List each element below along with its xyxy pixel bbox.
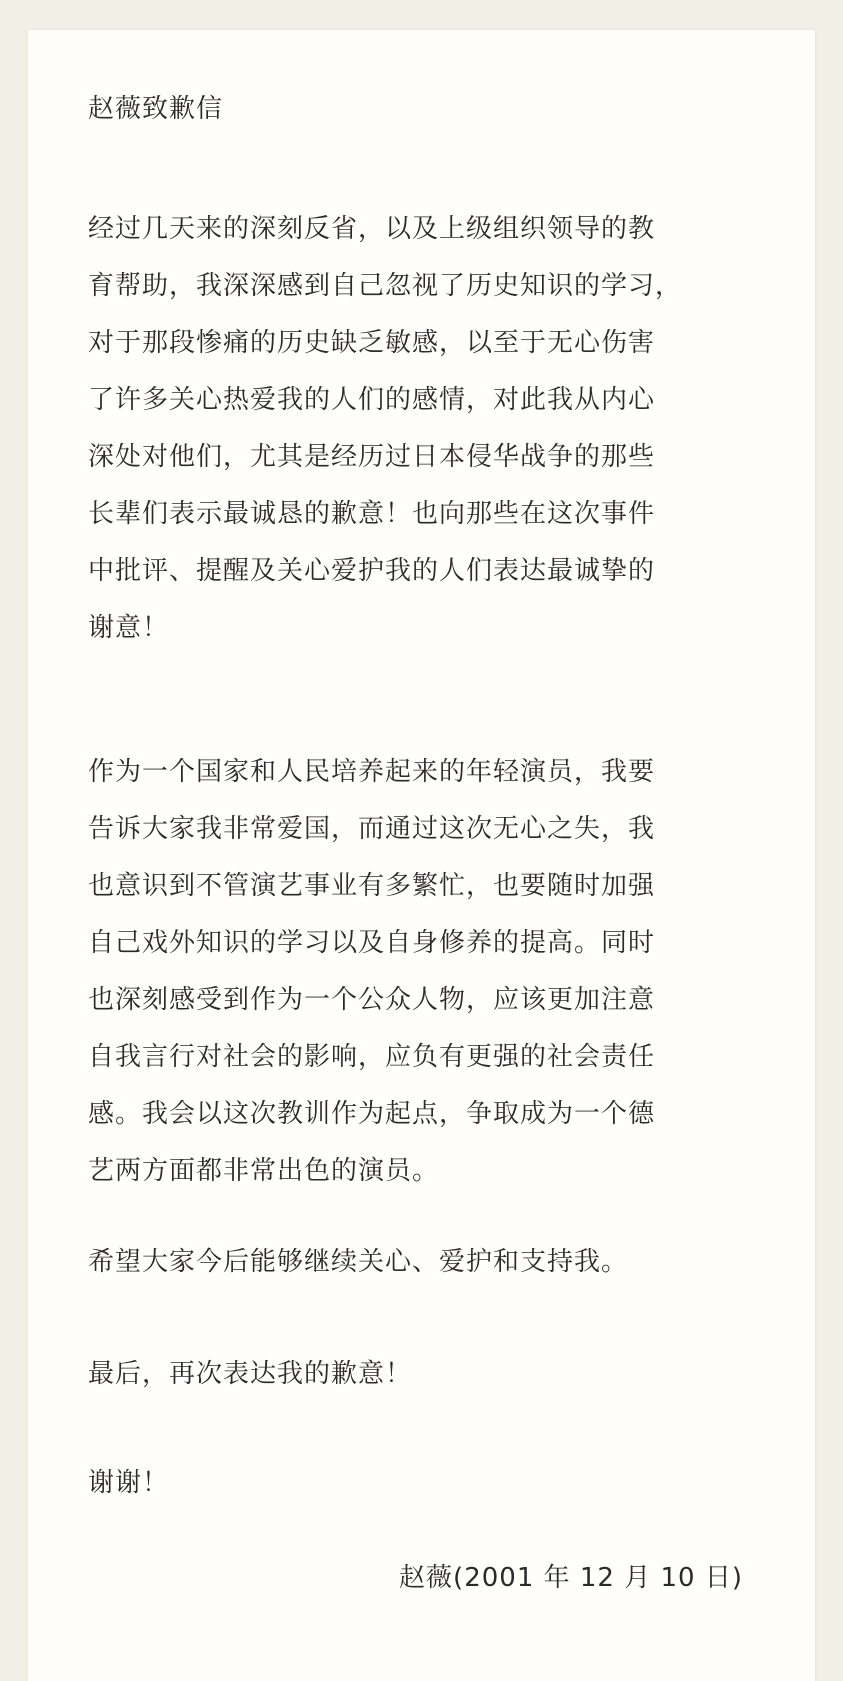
letter-page [28, 30, 815, 1681]
text-line: 长辈们表示最诚恳的歉意！也向那些在这次事件 [88, 499, 656, 529]
paragraph-hope: 希望大家今后能够继续关心、爱护和支持我。 [88, 1247, 629, 1277]
paragraph-commitment [88, 744, 768, 1200]
text-line: 艺两方面都非常出色的演员。 [88, 1156, 440, 1186]
paragraph-thanks: 谢谢！ [88, 1468, 170, 1498]
text-line: 作为一个国家和人民培养起来的年轻演员，我要 [88, 757, 656, 787]
text-line: 对于那段惨痛的历史缺乏敏感，以至于无心伤害 [88, 328, 656, 358]
text-line: 了许多关心热爱我的人们的感情，对此我从内心 [88, 385, 656, 415]
text-line: 感。我会以这次教训作为起点，争取成为一个德 [88, 1099, 656, 1129]
text-line: 也深刻感受到作为一个公众人物，应该更加注意 [88, 985, 656, 1015]
text-line: 育帮助，我深深感到自己忽视了历史知识的学习， [88, 271, 683, 301]
text-line: 告诉大家我非常爱国，而通过这次无心之失，我 [88, 814, 656, 844]
text-line: 自己戏外知识的学习以及自身修养的提高。同时 [88, 928, 656, 958]
text-line: 也意识到不管演艺事业有多繁忙，也要随时加强 [88, 871, 656, 901]
text-line: 谢意！ [88, 613, 170, 643]
text-line: 深处对他们，尤其是经历过日本侵华战争的那些 [88, 442, 656, 472]
text-line: 自我言行对社会的影响，应负有更强的社会责任 [88, 1042, 656, 1072]
paragraph-closing: 最后，再次表达我的歉意！ [88, 1359, 413, 1389]
letter-title: 赵薇致歉信 [88, 94, 224, 124]
text-line: 经过几天来的深刻反省，以及上级组织领导的教 [88, 214, 656, 244]
signature-date: 赵薇(2001 年 12 月 10 日) [399, 1563, 743, 1593]
paragraph-apology [88, 201, 768, 657]
text-line: 中批评、提醒及关心爱护我的人们表达最诚挚的 [88, 556, 656, 586]
